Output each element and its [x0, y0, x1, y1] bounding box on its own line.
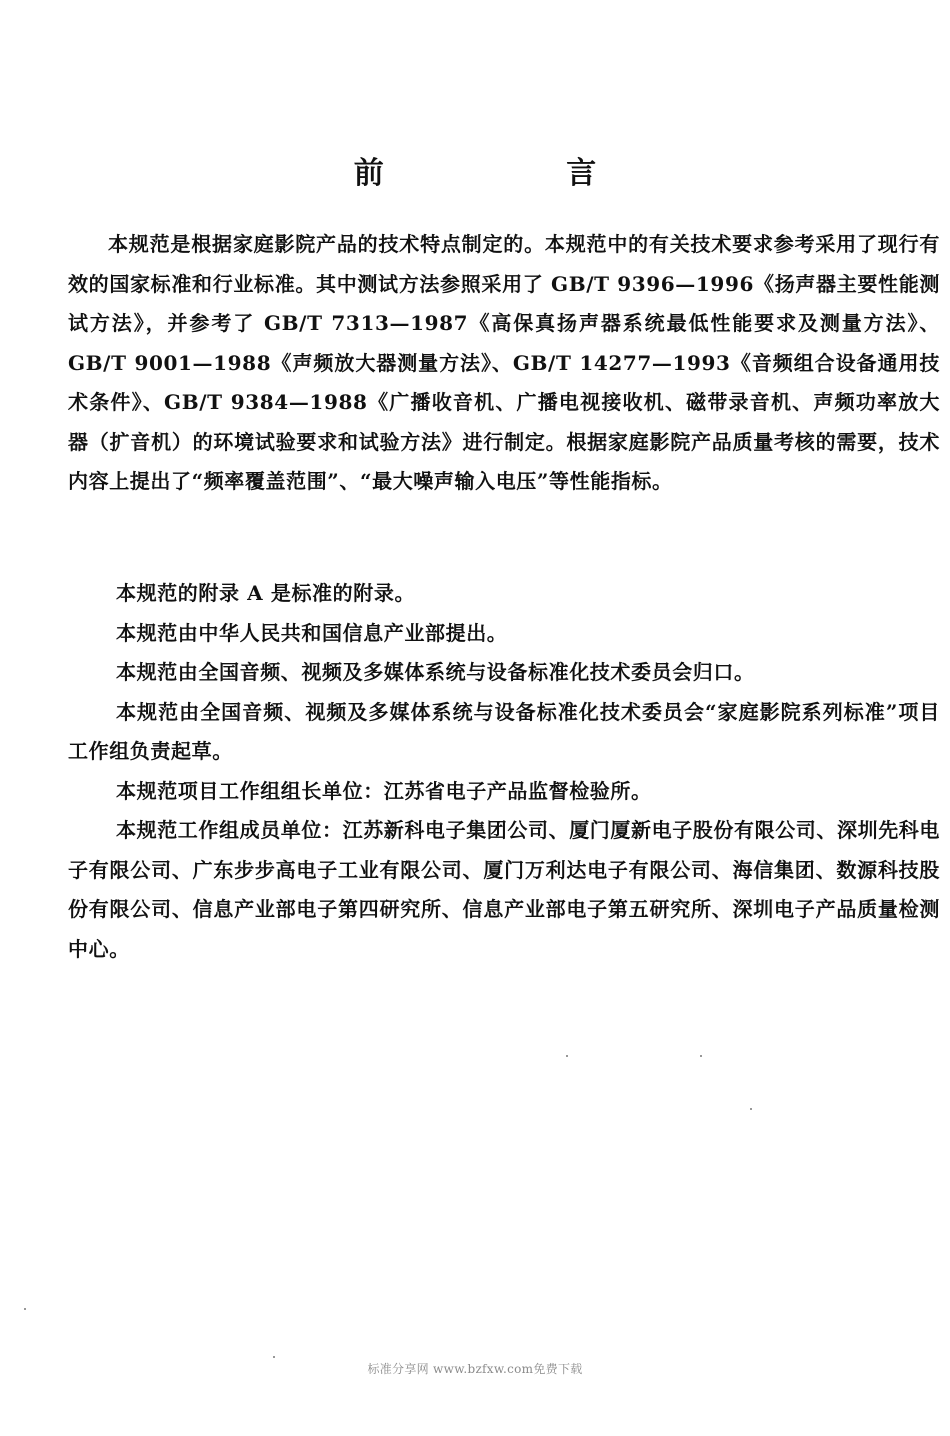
scan-speck	[750, 1108, 752, 1110]
intro-paragraph: 本规范是根据家庭影院产品的技术特点制定的。本规范中的有关技术要求参考采用了现行有效的国家标准和行业标准。其中测试方法参照采用了 GB/T 9396—1996《扬声器主要性能测试方法》，并参考了 GB/T 7313—1987《高保真扬声器系统最低性能要求及测量方法》、GB/T 9001—1988《声频放大器测量方法》、GB/T 14277—1993《音频组合设备通用技术条件》、GB/T 9384—1988《广播收音机、广播电视接收机、磁带录音机、声频功率放大器（扩音机）的环境试验要求和试验方法》进行制定。根据家庭影院产品质量考核的需要，技术内容上提出了“频率覆盖范围”、“最大噪声输入电压”等性能指标。	[68, 232, 940, 493]
scan-speck	[24, 1308, 26, 1310]
note-group-members: 本规范工作组成员单位：江苏新科电子集团公司、厦门厦新电子股份有限公司、深圳先科电子有限公司、广东步步高电子工业有限公司、厦门万利达电子有限公司、海信集团、数源科技股份有限公司、信息产业部电子第四研究所、信息产业部电子第五研究所、深圳电子产品质量检测中心。	[68, 818, 940, 961]
footer-watermark: 标准分享网 www.bzfxw.com免费下载	[367, 1362, 583, 1376]
note-appendix: 本规范的附录 A 是标准的附录。	[116, 581, 416, 605]
scan-speck	[700, 1055, 702, 1057]
scan-speck	[566, 1055, 568, 1057]
notes-list	[68, 574, 940, 969]
page-title: 前 言	[353, 156, 683, 191]
note-proposer: 本规范由中华人民共和国信息产业部提出。	[116, 620, 508, 645]
scan-speck	[273, 1356, 275, 1358]
note-drafting: 本规范由全国音频、视频及多媒体系统与设备标准化技术委员会“家庭影院系列标准”项目工作组负责起草。	[68, 699, 940, 763]
note-administration: 本规范由全国音频、视频及多媒体系统与设备标准化技术委员会归口。	[116, 660, 755, 684]
note-group-leader: 本规范项目工作组组长单位：江苏省电子产品监督检验所。	[116, 778, 652, 803]
